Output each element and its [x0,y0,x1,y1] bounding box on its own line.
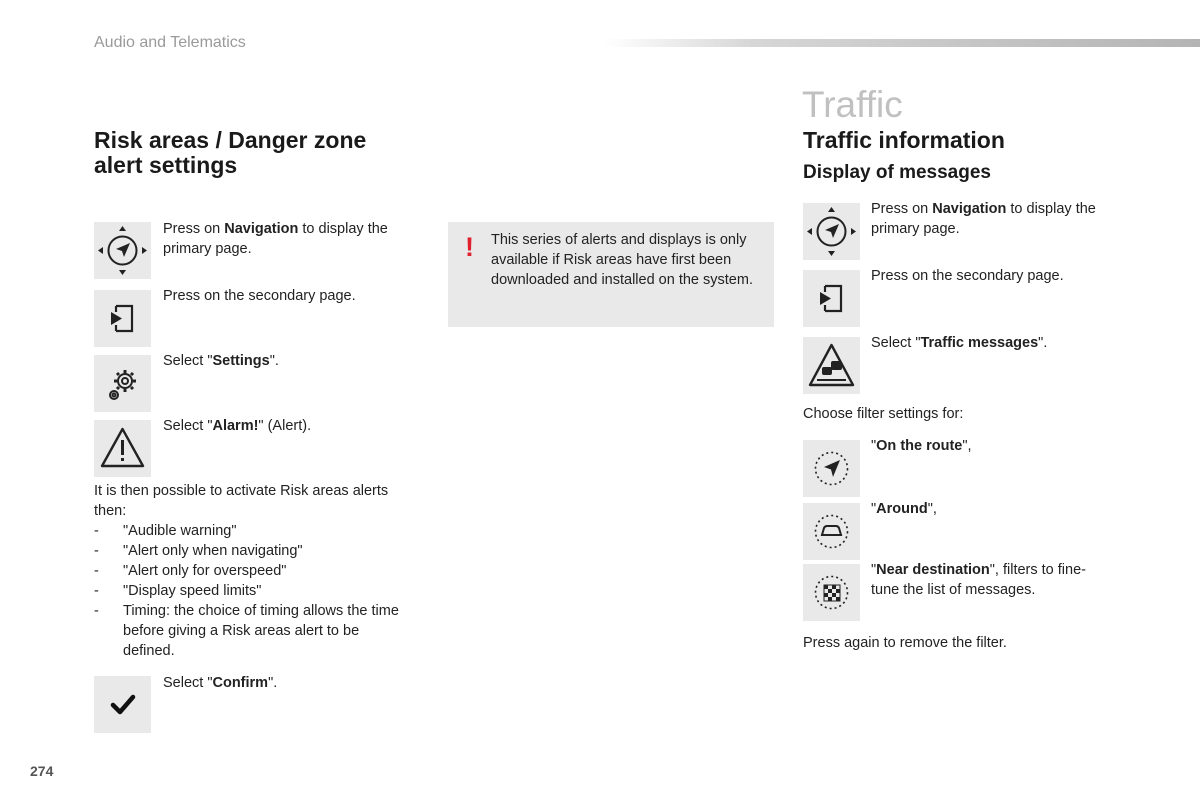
list-item: - Timing: the choice of timing allows the time before giving a Risk areas alert to be defined. [94,603,399,659]
list-item: - "Alert only when navigating" [94,543,303,559]
secondary-page-icon [803,270,860,327]
filter1-post: ", [962,438,972,454]
left-step-navigation [163,219,413,259]
warning-note-text: This series of alerts and displays is only available if Risk areas have first been downloaded and installed on the system. [491,232,753,288]
left-step3-post: ". [269,353,279,369]
right-step1-post: to display the primary page. [871,201,1096,237]
left-step-secondary: Press on the secondary page. [163,288,356,304]
traffic-sign-icon [803,337,860,394]
left-intro: It is then possible to activate Risk areas alerts then: [94,483,389,519]
checkmark-icon [94,676,151,733]
right-step1-bold: Navigation [932,201,1007,217]
left-step5-pre: Select " [163,675,213,691]
left-step3-bold: Settings [212,353,270,369]
filter3-post: ", filters to fine-tune the list of messages. [871,562,1086,598]
filter3-bold: Near destination [876,562,990,578]
left-title [94,128,366,178]
left-step-alarm [163,416,413,436]
left-step4-pre: Select " [163,418,213,434]
left-step1-pre: Press on [163,221,225,237]
warning-note-box [448,222,774,327]
filter-outro: Press again to remove the filter. [803,635,1007,651]
right-step1-pre: Press on [871,201,933,217]
page-number: 274 [30,763,54,779]
right-step3-pre: Select " [871,335,921,351]
left-step4-bold: Alarm! [212,418,259,434]
left-step3-pre: Select " [163,353,213,369]
warning-triangle-icon [94,420,151,477]
filter3-pre: " [871,562,877,578]
right-step-secondary: Press on the secondary page. [871,268,1064,284]
filter1-bold: On the route [876,438,963,454]
running-header: Audio and Telematics [94,34,246,51]
filter-near-destination [871,560,1111,600]
left-step5-post: ". [268,675,278,691]
right-step3-post: ". [1038,335,1048,351]
left-title-line1: Risk areas / Danger zone [94,127,367,153]
alert-options-list [94,521,414,661]
left-step4-post: " (Alert). [258,418,312,434]
option-text: Timing: the choice of timing allows the time before giving a Risk areas alert to be defined. [123,603,399,659]
option-text: "Display speed limits" [123,583,262,599]
right-step3-bold: Traffic messages [920,335,1039,351]
exclamation-icon: ! [465,232,474,262]
checkered-flag-icon [803,564,860,621]
navigation-icon [94,222,151,279]
left-step5-bold: Confirm [212,675,269,691]
filter2-pre: " [871,501,877,517]
option-text: "Alert only for overspeed" [123,563,287,579]
left-step1-bold: Navigation [224,221,299,237]
filter1-pre: " [871,438,877,454]
right-title: Traffic information [803,127,1005,153]
filter-intro: Choose filter settings for: [803,406,964,422]
right-step-navigation [871,199,1121,239]
filter-on-route [871,436,1121,456]
navigation-icon [803,203,860,260]
header-bar [605,39,1200,47]
left-step-confirm [163,673,413,693]
section-heading-traffic: Traffic [802,84,903,125]
list-item: - "Audible warning" [94,523,237,539]
filter2-post: ", [927,501,937,517]
settings-gears-icon [94,355,151,412]
left-step1-post: to display the primary page. [163,221,388,257]
left-step-settings [163,351,413,371]
right-subtitle: Display of messages [803,162,991,183]
left-title-line2: alert settings [94,152,238,178]
option-text: "Alert only when navigating" [123,543,303,559]
filter2-bold: Around [876,501,928,517]
secondary-page-icon [94,290,151,347]
route-arrow-icon [803,440,860,497]
list-item: - "Display speed limits" [94,583,262,599]
option-text: "Audible warning" [123,523,237,539]
car-around-icon [803,503,860,560]
left-options-block [94,481,414,661]
right-step-traffic-messages [871,333,1121,353]
filter-around [871,499,1121,519]
list-item: - "Alert only for overspeed" [94,563,287,579]
